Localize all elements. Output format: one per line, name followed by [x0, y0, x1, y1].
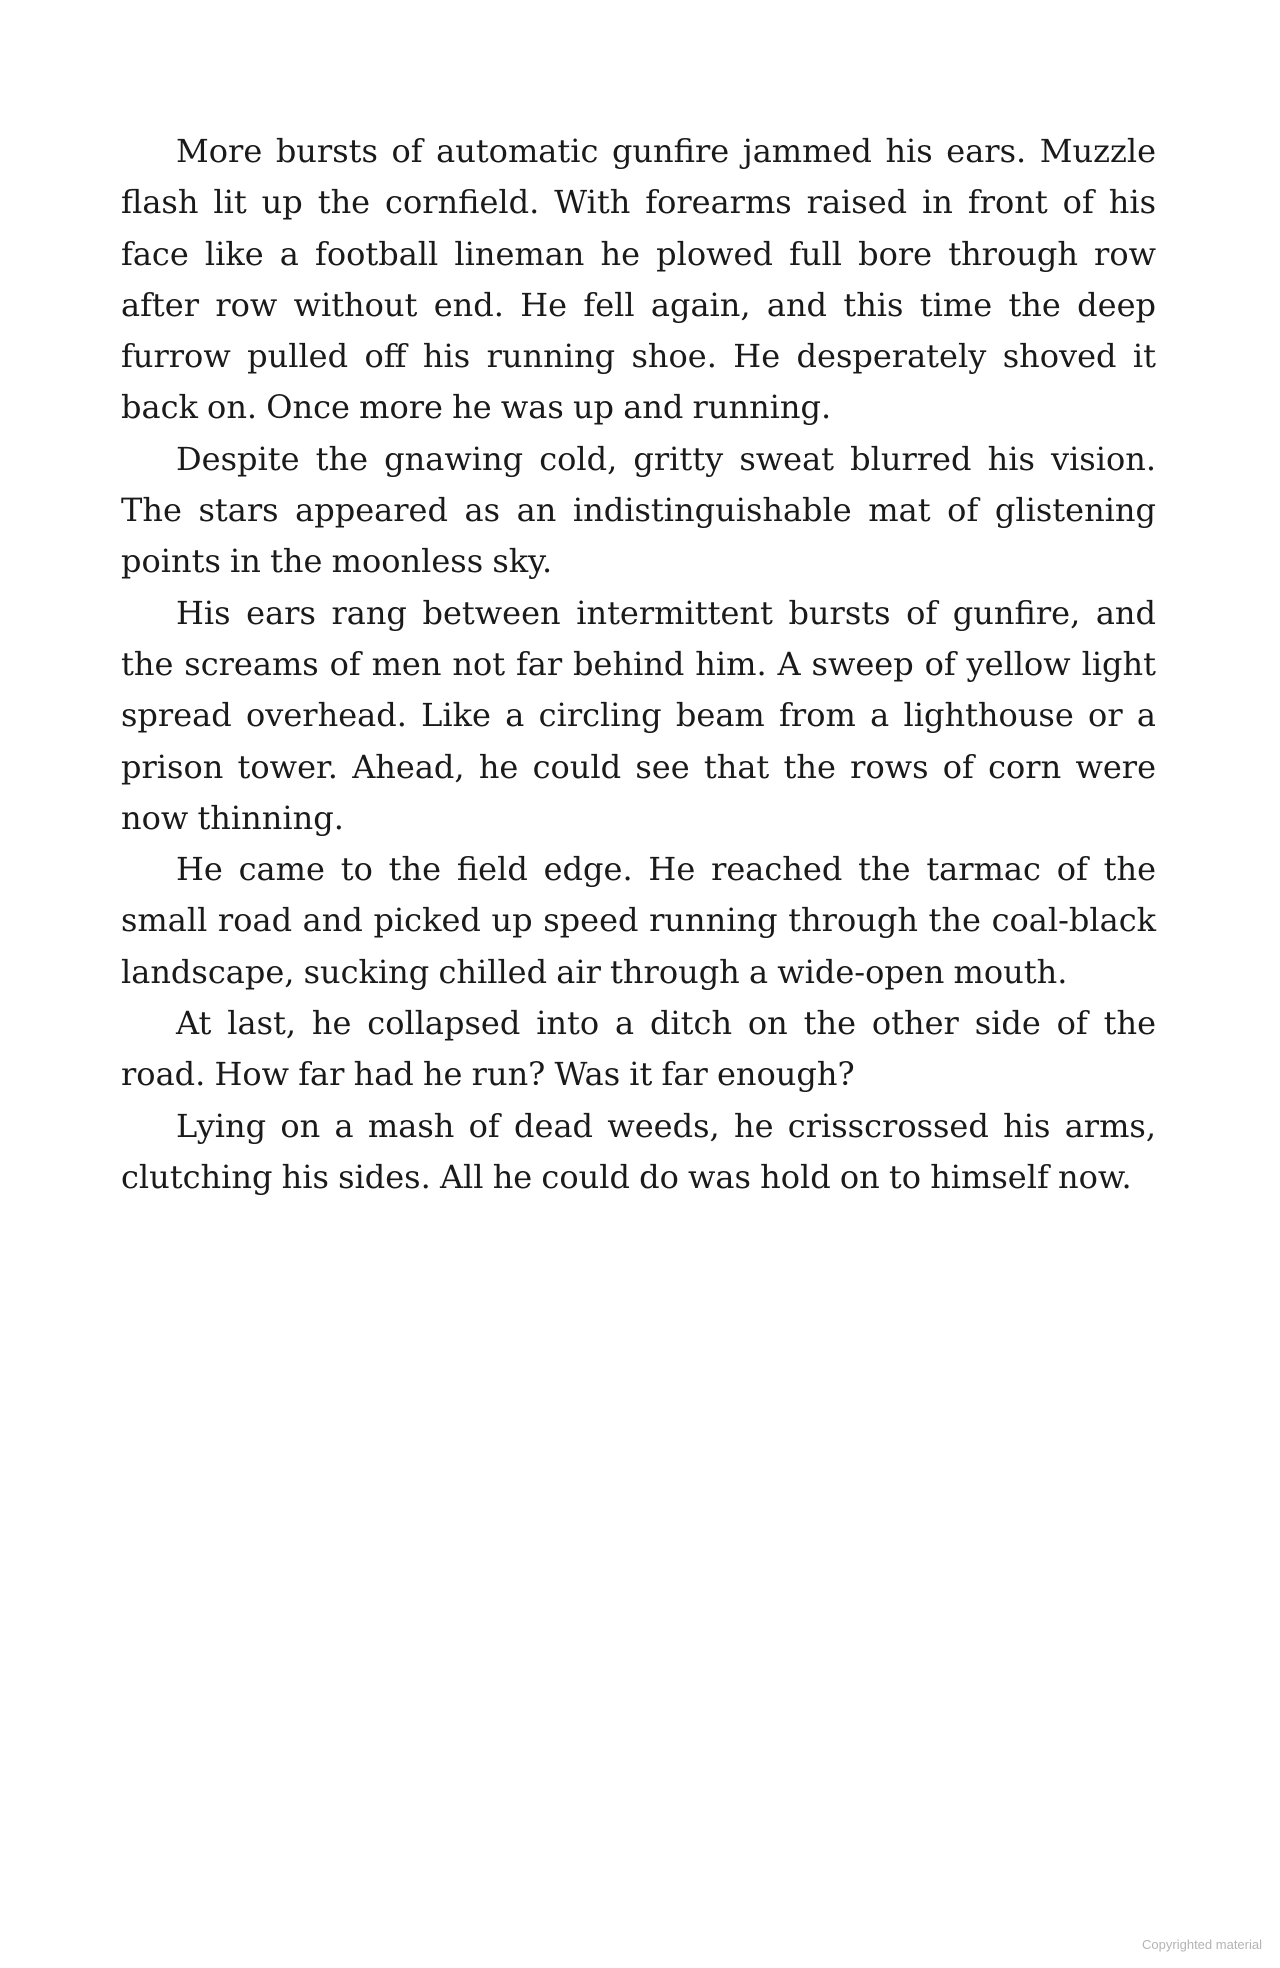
copyright-watermark: Copyrighted material [1142, 1937, 1262, 1952]
paragraph: Despite the gnawing cold, gritty sweat blurred his vision. The stars appeared as an indistinguishable mat of glistening points in the moonless sky. [121, 439, 1156, 581]
paragraph: More bursts of automatic gunfire jammed his ears. Muzzle flash lit up the cornfield. With forearms raised in front of his face like a football lineman he plowed full bore through row after row without end. He fell again, and this time the deep furrow pulled off his running shoe. He desperately shoved it back on. Once more he was up and running. [121, 132, 1156, 427]
paragraph: He came to the field edge. He reached the tarmac of the small road and picked up speed running through the coal-black landscape, sucking chilled air through a wide-open mouth. [121, 850, 1156, 991]
paragraph: Lying on a mash of dead weeds, he crisscrossed his arms, clutching his sides. All he could do was hold on to himself now. [121, 1106, 1156, 1196]
paragraph: At last, he collapsed into a ditch on the other side of the road. How far had he run? Was it far enough? [121, 1004, 1156, 1094]
paragraph: His ears rang between intermittent bursts of gunfire, and the screams of men not far behind him. A sweep of yellow light spread overhead. Like a circling beam from a lighthouse or a prison tower. Ahead, he could see that the rows of corn were now thinning. [121, 593, 1156, 837]
body-text [121, 126, 1156, 1203]
